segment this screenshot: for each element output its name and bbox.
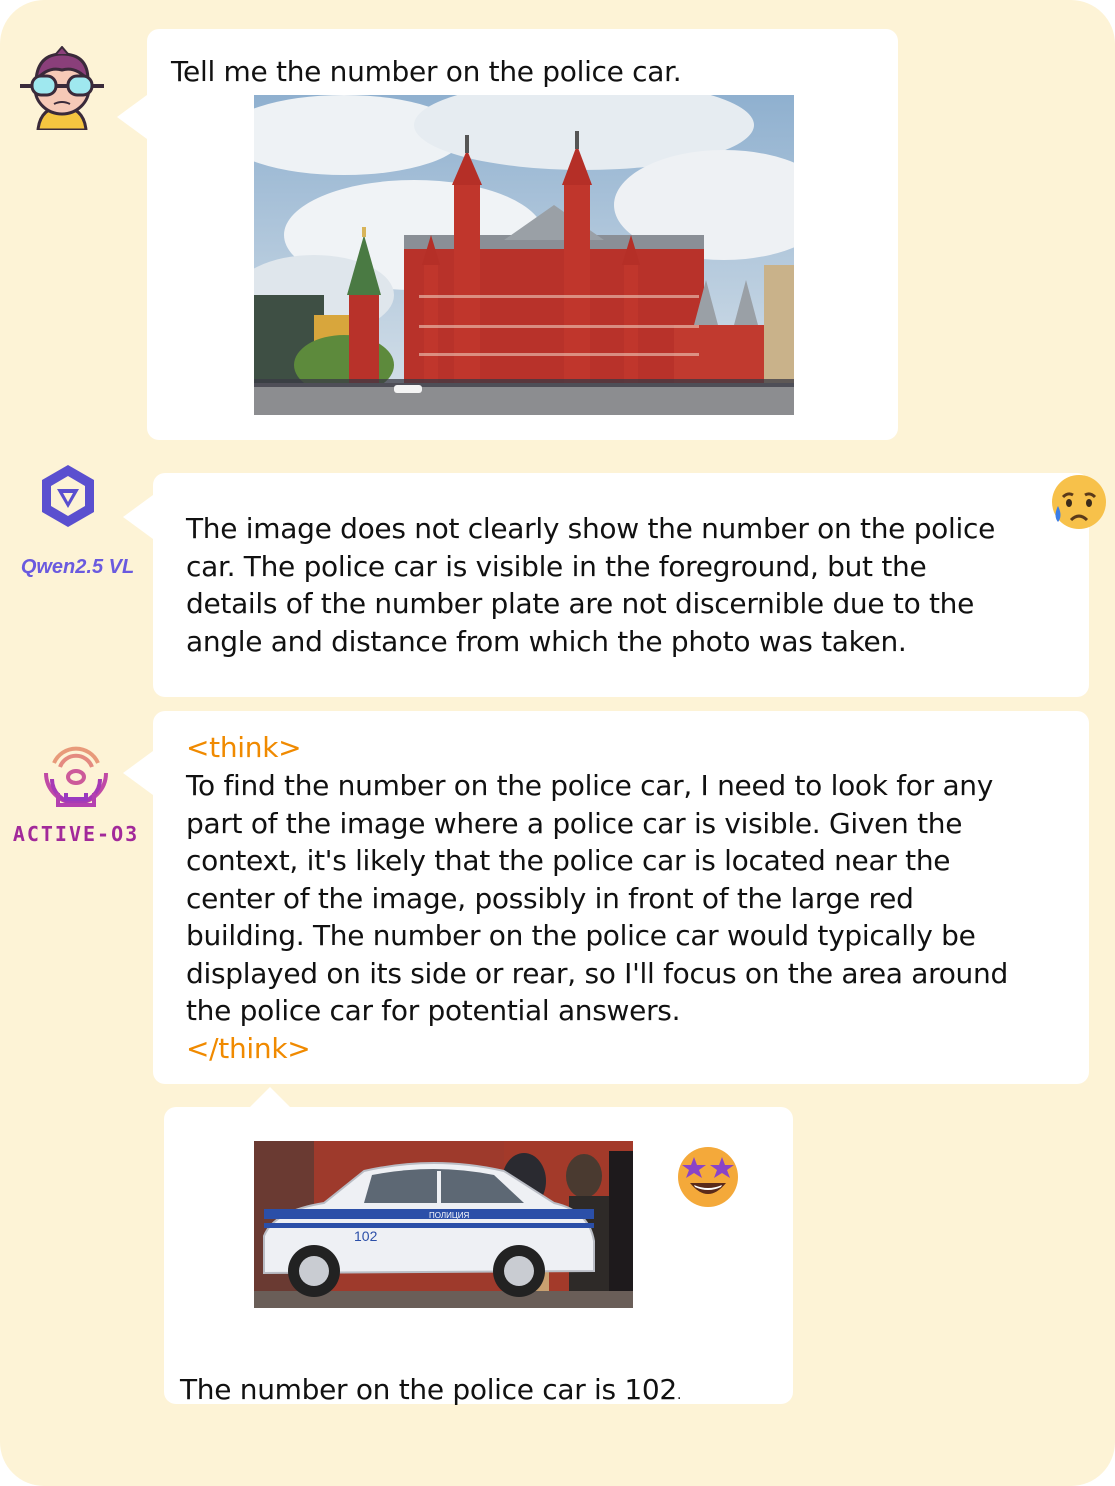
think-text: To find the number on the police car, I need to look for any part of the image where a police car is visible. Given the context, it's likely that the police car is located near the center of the image, possibly in front of the large red building. The number on the police car would typically be displayed on its side or rear, so I'll focus on the area around the police car for potential answers. [186, 769, 1008, 1027]
active-o3-logo-icon [38, 733, 114, 817]
active-o3-think-bubble [153, 711, 1089, 1084]
user-message-bubble [147, 29, 898, 440]
user-prompt: Tell me the number on the police car. [171, 55, 682, 88]
star-struck-emoji-icon [674, 1143, 742, 1209]
car-side-text: ПОЛИЦИЯ [429, 1211, 470, 1220]
final-answer-text: The number on the police car is 102 [180, 1372, 677, 1406]
qwen-response-bubble [153, 473, 1089, 697]
crying-face-emoji-icon [1045, 472, 1111, 532]
car-number: 102 [354, 1228, 378, 1244]
input-image [254, 95, 794, 415]
qwen-model-label: Qwen2.5 VL [20, 556, 135, 578]
active-o3-logo [38, 733, 114, 817]
think-open-tag: <think> [186, 731, 302, 764]
qwen-response-text: The image does not clearly show the number on the police car. The police car is visible in the foreground, but the details of the number plate are not discernible due to the angle and distance from which the photo was taken. [186, 512, 995, 658]
final-answer [180, 1333, 681, 1414]
qwen-logo-icon [30, 462, 106, 534]
police-car-crop-image [254, 1141, 633, 1308]
final-answer-suffix: . [676, 1386, 682, 1403]
user-avatar-icon [16, 46, 108, 130]
active-o3-model-label: ACTIVE-O3 [12, 822, 140, 846]
user-avatar [16, 46, 108, 130]
think-close-tag: </think> [186, 1032, 311, 1065]
qwen-logo [30, 462, 106, 534]
